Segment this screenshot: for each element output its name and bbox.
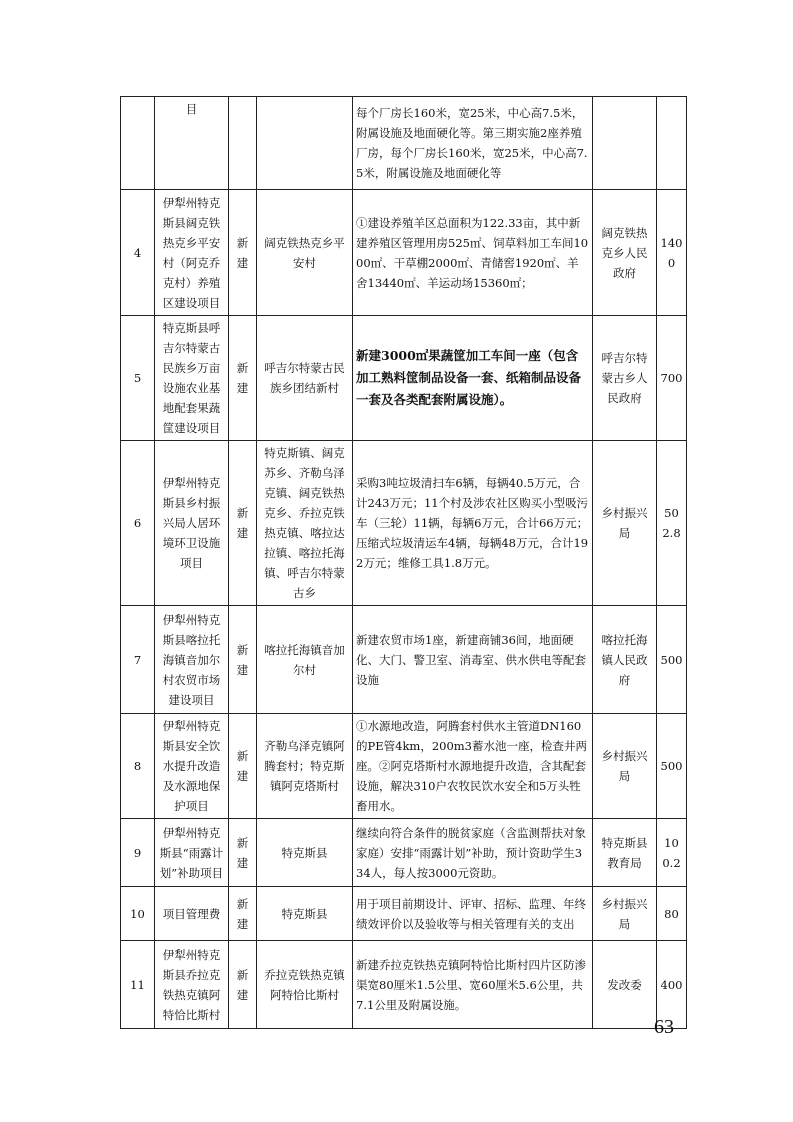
construction-content: 继续向符合条件的脱贫家庭（含监测帮扶对象家庭）安排“雨露计划”补助，预计资助学生334人，每人按3000元资助。 xyxy=(353,819,593,887)
construction-content: 每个厂房长160米，宽25米，中心高7.5米，附属设施及地面硬化等。第三期实施2座养殖厂房，每个厂房长160米，宽25米，中心高7.5米，附属设施及地面硬化等 xyxy=(353,97,593,190)
location: 喀拉托海镇音加尔村 xyxy=(257,606,353,714)
table-row xyxy=(121,441,687,606)
project-name: 伊犁州特克斯县“雨露计划”补助项目 xyxy=(155,819,229,887)
location: 齐勒乌泽克镇阿腾套村；特克斯镇阿克塔斯村 xyxy=(257,714,353,819)
responsible-unit xyxy=(593,97,657,190)
project-name: 特克斯县呼吉尔特蒙古民族乡万亩设施农业基地配套果蔬筐建设项目 xyxy=(155,316,229,441)
investment-amount: 500 xyxy=(657,714,687,819)
location: 乔拉克铁热克镇阿特恰比斯村 xyxy=(257,941,353,1029)
construction-content: 采购3吨垃圾清扫车6辆，每辆40.5万元，合计243万元；11个村及涉农社区购买小型吸污车（三轮）11辆，每辆6万元，合计66万元；压缩式垃圾清运车4辆，每辆48万元，合计192万元；维修工具1.8万元。 xyxy=(353,441,593,606)
project-name: 伊犁州特克斯县安全饮水提升改造及水源地保护项目 xyxy=(155,714,229,819)
row-number: 5 xyxy=(121,316,155,441)
project-name: 伊犁州特克斯县乡村振兴局人居环境环卫设施项目 xyxy=(155,441,229,606)
row-number: 9 xyxy=(121,819,155,887)
project-name: 伊犁州特克斯县乔拉克铁热克镇阿特恰比斯村 xyxy=(155,941,229,1029)
table-row xyxy=(121,714,687,819)
table-row xyxy=(121,190,687,316)
responsible-unit: 发改委 xyxy=(593,941,657,1029)
responsible-unit: 乡村振兴局 xyxy=(593,441,657,606)
row-number: 8 xyxy=(121,714,155,819)
table-row xyxy=(121,819,687,887)
project-name: 伊犁州特克斯县喀拉托海镇音加尔村农贸市场建设项目 xyxy=(155,606,229,714)
table-row xyxy=(121,887,687,941)
construction-type: 新建 xyxy=(229,606,257,714)
investment-amount: 80 xyxy=(657,887,687,941)
location xyxy=(257,97,353,190)
row-number: 4 xyxy=(121,190,155,316)
row-number xyxy=(121,97,155,190)
construction-type: 新建 xyxy=(229,190,257,316)
investment-amount: 1400 xyxy=(657,190,687,316)
construction-type: 新建 xyxy=(229,441,257,606)
row-number: 6 xyxy=(121,441,155,606)
project-name: 伊犁州特克斯县阔克铁热克乡平安村（阿克乔克村）养殖区建设项目 xyxy=(155,190,229,316)
investment-amount: 502.8 xyxy=(657,441,687,606)
construction-content: 新建3000㎡果蔬筐加工车间一座（包含加工熟料筐制品设备一套、纸箱制品设备一套及各类配套附属设施）。 xyxy=(353,316,593,441)
row-number: 11 xyxy=(121,941,155,1029)
responsible-unit: 特克斯县教育局 xyxy=(593,819,657,887)
project-table xyxy=(120,96,687,1029)
investment-amount xyxy=(657,97,687,190)
responsible-unit: 呼吉尔特蒙古乡人民政府 xyxy=(593,316,657,441)
construction-content: 新建农贸市场1座，新建商铺36间，地面硬化、大门、警卫室、消毒室、供水供电等配套设施 xyxy=(353,606,593,714)
row-number: 7 xyxy=(121,606,155,714)
table-row xyxy=(121,97,687,190)
investment-amount: 400 xyxy=(657,941,687,1029)
location: 特克斯县 xyxy=(257,887,353,941)
construction-content: 新建乔拉克铁热克镇阿特恰比斯村四片区防渗渠宽80厘米1.5公里、宽60厘米5.6公里，共7.1公里及附属设施。 xyxy=(353,941,593,1029)
table-row xyxy=(121,941,687,1029)
investment-amount: 700 xyxy=(657,316,687,441)
construction-content: ①水源地改造，阿腾套村供水主管道DN160的PE管4km，200m3蓄水池一座，检查井两座。②阿克塔斯村水源地提升改造，含其配套设施，解决310户农牧民饮水安全和5万头牲畜用水。 xyxy=(353,714,593,819)
location: 阔克铁热克乡平安村 xyxy=(257,190,353,316)
responsible-unit: 喀拉托海镇人民政府 xyxy=(593,606,657,714)
row-number: 10 xyxy=(121,887,155,941)
construction-type: 新建 xyxy=(229,316,257,441)
responsible-unit: 乡村振兴局 xyxy=(593,887,657,941)
construction-type: 新建 xyxy=(229,819,257,887)
construction-content: 用于项目前期设计、评审、招标、监理、年终绩效评价以及验收等与相关管理有关的支出 xyxy=(353,887,593,941)
construction-type xyxy=(229,97,257,190)
construction-content: ①建设养殖羊区总面积为122.33亩，其中新建养殖区管理用房525㎡、饲草料加工车间1000㎡、干草棚2000㎡、青储窖1920㎡、羊舍13440㎡、羊运动场15360㎡； xyxy=(353,190,593,316)
construction-type: 新建 xyxy=(229,714,257,819)
responsible-unit: 乡村振兴局 xyxy=(593,714,657,819)
location: 特克斯镇、阔克苏乡、齐勒乌泽克镇、阔克铁热克乡、乔拉克铁热克镇、喀拉达拉镇、喀拉托海镇、呼吉尔特蒙古乡 xyxy=(257,441,353,606)
investment-amount: 500 xyxy=(657,606,687,714)
responsible-unit: 阔克铁热克乡人民政府 xyxy=(593,190,657,316)
construction-type: 新建 xyxy=(229,887,257,941)
project-name: 项目管理费 xyxy=(155,887,229,941)
investment-amount: 100.2 xyxy=(657,819,687,887)
page-number: 63 xyxy=(654,1016,674,1038)
project-name: 目 xyxy=(155,97,229,190)
table-row xyxy=(121,606,687,714)
location: 特克斯县 xyxy=(257,819,353,887)
table-row xyxy=(121,316,687,441)
location: 呼吉尔特蒙古民族乡团结新村 xyxy=(257,316,353,441)
construction-type: 新建 xyxy=(229,941,257,1029)
